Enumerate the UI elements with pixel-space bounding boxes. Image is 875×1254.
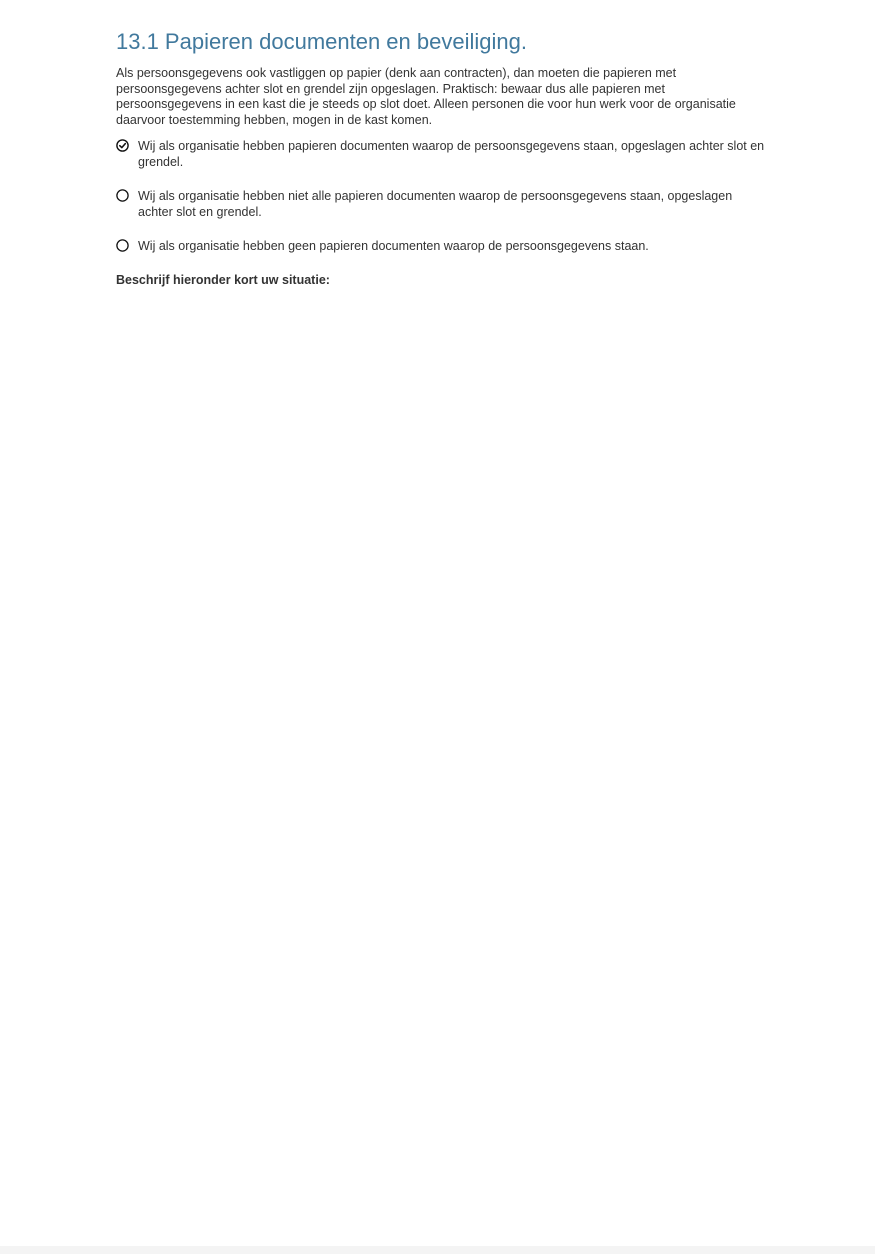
- option-list: [116, 138, 771, 254]
- option-label: Wij als organisatie hebben geen papieren documenten waarop de persoonsgegevens staan.: [138, 239, 649, 254]
- option-label: Wij als organisatie hebben papieren documenten waarop de persoonsgegevens staan, opgeslagen achter slot en grendel.: [138, 139, 765, 170]
- radio-checked-icon[interactable]: [116, 139, 129, 152]
- page-bottom-edge: [0, 1246, 875, 1254]
- radio-unchecked-icon[interactable]: [116, 239, 129, 252]
- describe-situation-label: Beschrijf hieronder kort uw situatie:: [116, 273, 330, 288]
- option-label: Wij als organisatie hebben niet alle papieren documenten waarop de persoonsgegevens staan, opgeslagen achter slot en grendel.: [138, 189, 733, 220]
- section-content: [116, 28, 771, 288]
- option-item-2[interactable]: [116, 188, 771, 220]
- option-item-3[interactable]: [116, 238, 771, 254]
- option-item-1[interactable]: [116, 138, 771, 170]
- radio-unchecked-icon[interactable]: [116, 189, 129, 202]
- section-intro: Als persoonsgegevens ook vastliggen op papier (denk aan contracten), dan moeten die papieren met persoonsgegevens achter slot en grendel zijn opgeslagen. Praktisch: bewaar dus alle papieren met persoonsgegevens in een kast die je steeds op slot doet. Alleen personen die voor hun werk voor de organisatie daarvoor toestemming hebben, mogen in de kast komen.: [116, 66, 736, 127]
- section-title: 13.1 Papieren documenten en beveiliging.: [116, 29, 527, 54]
